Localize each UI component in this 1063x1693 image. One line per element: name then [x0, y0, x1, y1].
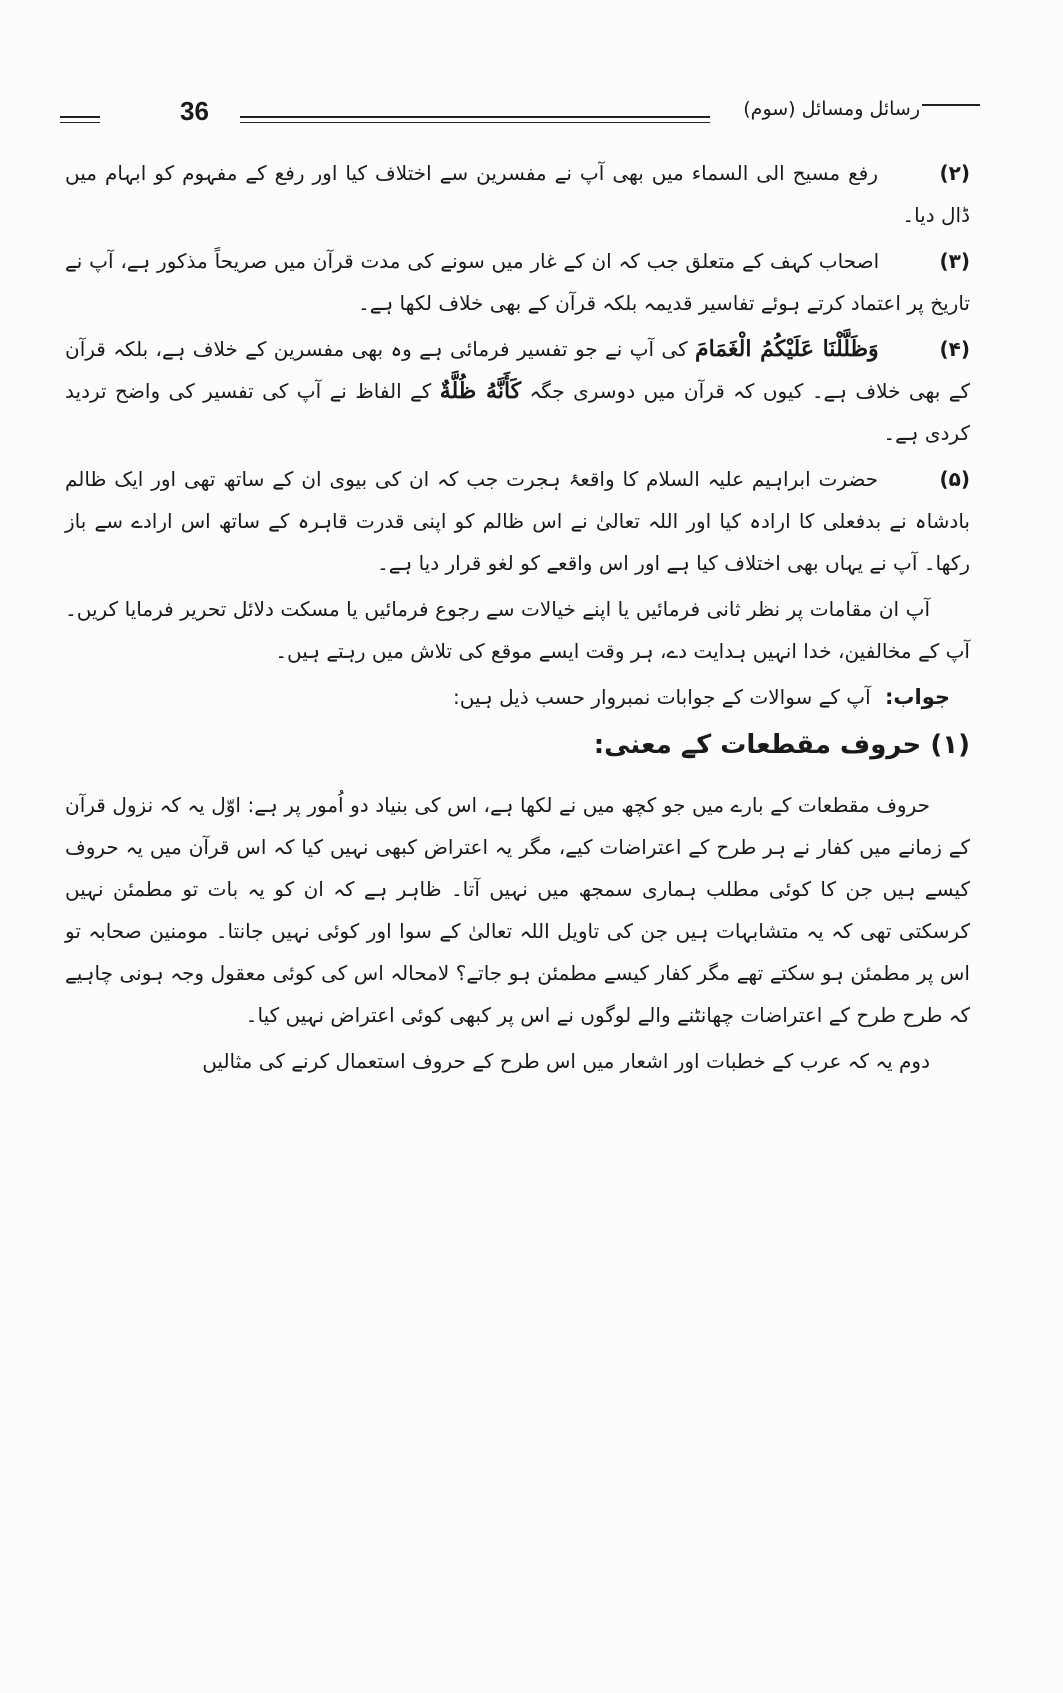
- page-header: [60, 96, 980, 136]
- paragraph-number: (۳): [939, 249, 970, 273]
- numbered-paragraph-4: [65, 328, 970, 454]
- paragraph-number: (۵): [939, 467, 970, 491]
- section-heading: (۱) حروف مقطعات کے معنی:: [593, 730, 970, 760]
- numbered-paragraph-3: [65, 240, 970, 324]
- paragraph-text: حضرت ابراہیم علیہ السلام کا واقعۂ ہجرت جب کہ ان کی بیوی ان کے ساتھ تھی اور ایک ظالم بادشاہ نے بدفعلی کا ارادہ کیا اور اللہ تعالیٰ نے اس ظالم کو اپنی قدرت قاہرہ کے ساتھ اس ارادے سے باز رکھا۔ آپ نے یہاں بھی اختلاف کیا ہے اور اس واقعے کو لغو قرار دیا ہے۔: [65, 467, 970, 575]
- page-content: [65, 152, 970, 1086]
- header-rule-left: [60, 116, 100, 118]
- closing-request-paragraph: [65, 588, 970, 672]
- paragraph-text-continued: کے الفاظ نے آپ کی تفسیر کی واضح تردید کردی ہے۔: [65, 379, 970, 445]
- numbered-paragraph-5: [65, 458, 970, 584]
- paragraph-text: رفع مسیح الی السماء میں بھی آپ نے مفسرین سے اختلاف کیا اور رفع کے مفہوم کو ابہام میں ڈال دیا۔: [65, 161, 970, 227]
- paragraph-number: (۴): [939, 337, 971, 361]
- answer-intro: [65, 676, 950, 718]
- numbered-paragraph-2: [65, 152, 970, 236]
- answer-label: جواب:: [885, 685, 950, 709]
- paragraph-text: حروف مقطعات کے بارے میں جو کچھ میں نے لکھا ہے، اس کی بنیاد دو اُمور پر ہے: اوّل یہ کہ نزول قرآن کے زمانے میں کفار نے ہر طرح کے اعتراضات کیے، مگر یہ اعتراض کبھی نہیں کیا کہ اس قرآن میں یہ حروف کیسے ہیں جن کا کوئی مطلب ہماری سمجھ میں نہیں آتا۔ ظاہر ہے کہ ان کو یہ بات تو مطمئن نہیں کرسکتی تھی کہ یہ متشابہات ہیں جن کی تاویل اللہ تعالیٰ کے سوا اور کوئی نہیں جانتا۔ مومنین صحابہ تو اس پر مطمئن ہو سکتے تھے مگر کفار کیسے مطمئن ہو جاتے؟ لامحالہ اس کی کوئی معقول وجہ ہونی چاہیے کہ طرح طرح کے اعتراضات چھانٹنے والے لوگوں نے اس پر کبھی کوئی اعتراض نہیں کیا۔: [65, 793, 970, 1027]
- book-title: رسائل ومسائل (سوم): [743, 98, 920, 120]
- header-rule-middle-thin: [240, 122, 710, 123]
- paragraph-number: (۲): [939, 161, 971, 185]
- section-paragraph: [65, 1040, 970, 1082]
- quran-verse: وَظَلَّلْنَا عَلَيْكُمُ الْغَمَامَ: [694, 336, 879, 362]
- paragraph-text: آپ ان مقامات پر نظر ثانی فرمائیں یا اپنے خیالات سے رجوع فرمائیں یا مسکت دلائل تحریر فرمایا کریں۔ آپ کے مخالفین، خدا انہیں ہدایت دے، ہر وقت ایسے موقع کی تلاش میں رہتے ہیں۔: [65, 597, 970, 663]
- page-number: 36: [180, 96, 209, 126]
- answer-text: آپ کے سوالات کے جوابات نمبروار حسب ذیل ہیں:: [453, 685, 871, 709]
- section-paragraph: [65, 784, 970, 1036]
- header-rule-middle: [240, 116, 710, 118]
- paragraph-text: دوم یہ کہ عرب کے خطبات اور اشعار میں اس طرح کے حروف استعمال کرنے کی مثالیں: [202, 1049, 930, 1073]
- quran-phrase: كَأَنَّهُ ظُلَّةٌ: [439, 378, 522, 404]
- paragraph-text: اصحاب کہف کے متعلق جب کہ ان کے غار میں سونے کی مدت قرآن میں صریحاً مذکور ہے، آپ نے تاریخ پر اعتماد کرتے ہوئے تفاسیر قدیمہ بلکہ قرآن کے بھی خلاف لکھا ہے۔: [65, 249, 970, 315]
- header-rule-left-thin: [60, 122, 100, 123]
- header-rule-right: [922, 104, 980, 106]
- paragraph-text: کی آپ نے جو تفسیر فرمائی ہے وہ بھی مفسرین کے خلاف ہے، بلکہ قرآن کے بھی خلاف ہے۔ کیوں کہ قرآن میں دوسری جگہ: [65, 337, 970, 403]
